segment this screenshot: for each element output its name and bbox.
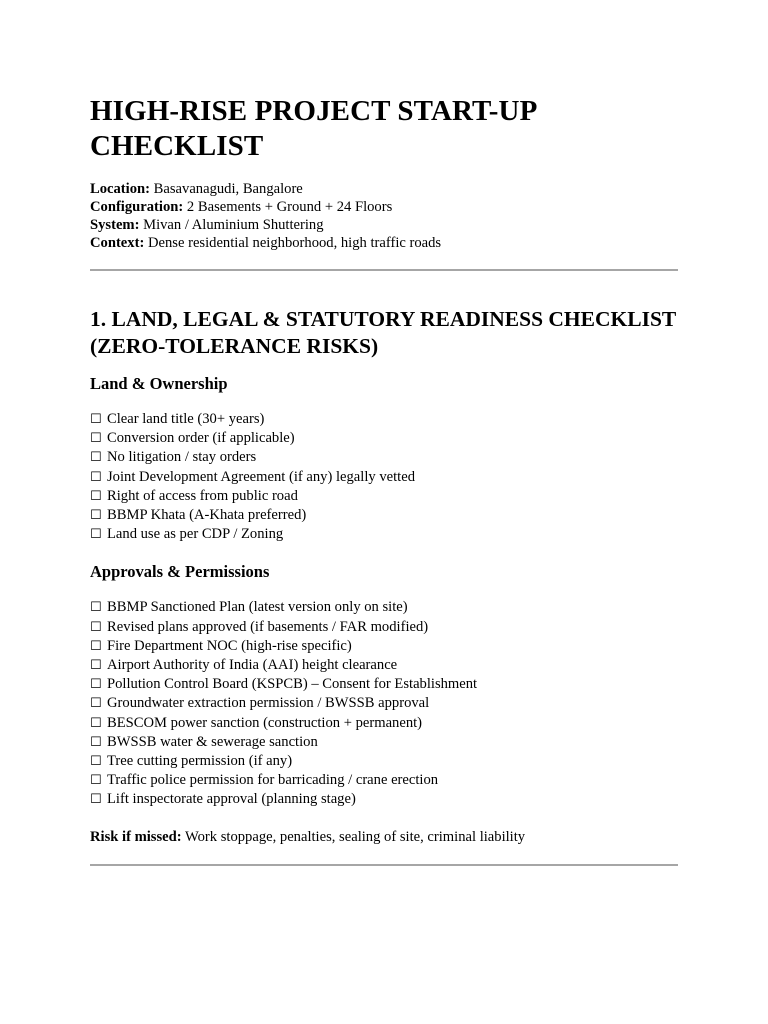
checklist-item: [90, 468, 678, 487]
checkbox-icon[interactable]: ☐: [90, 754, 102, 770]
checklist-item: [90, 525, 678, 544]
meta-configuration: [90, 198, 678, 216]
checkbox-icon[interactable]: ☐: [90, 488, 102, 504]
checklist-item-label: BESCOM power sanction (construction + permanent): [107, 714, 423, 731]
divider: [90, 269, 678, 271]
subsection-land-heading: Land & Ownership: [90, 374, 228, 393]
land-checklist: [90, 410, 678, 544]
meta-location: [90, 180, 678, 198]
checklist-item-label: Revised plans approved (if basements / FAR modified): [107, 618, 429, 635]
checkbox-icon[interactable]: ☐: [90, 508, 102, 524]
checklist-item-label: Tree cutting permission (if any): [107, 753, 293, 770]
checklist-item: [90, 618, 678, 637]
checkbox-icon[interactable]: ☐: [90, 715, 102, 731]
checklist-item: [90, 637, 678, 656]
checklist-item: [90, 733, 678, 752]
document-title: HIGH-RISE PROJECT START-UP CHECKLIST: [90, 95, 536, 162]
checklist-item-label: Clear land title (30+ years): [107, 411, 265, 427]
meta-label: Configuration:: [90, 199, 184, 215]
checkbox-icon[interactable]: ☐: [90, 734, 102, 750]
checkbox-icon[interactable]: ☐: [90, 658, 102, 674]
meta-value: Basavanagudi, Bangalore: [153, 181, 303, 197]
checkbox-icon[interactable]: ☐: [90, 431, 102, 447]
checkbox-icon[interactable]: ☐: [90, 619, 102, 635]
checklist-item-label: Land use as per CDP / Zoning: [107, 526, 284, 543]
checklist-item-label: Airport Authority of India (AAI) height clearance: [107, 657, 398, 674]
checklist-item-label: BBMP Khata (A-Khata preferred): [107, 507, 307, 524]
project-meta: [90, 180, 678, 252]
checklist-item-label: No litigation / stay orders: [107, 449, 257, 466]
meta-label: Context:: [90, 235, 145, 251]
checkbox-icon[interactable]: ☐: [90, 773, 102, 789]
checklist-item: [90, 771, 678, 790]
checkbox-icon[interactable]: ☐: [90, 638, 102, 654]
checklist-item: [90, 790, 678, 809]
checkbox-icon[interactable]: ☐: [90, 527, 102, 543]
checkbox-icon[interactable]: ☐: [90, 792, 102, 808]
checklist-item-label: Conversion order (if applicable): [107, 430, 295, 447]
checklist-item-label: Pollution Control Board (KSPCB) – Consent for Establishment: [107, 676, 478, 693]
meta-label: Location:: [90, 181, 150, 197]
checklist-item-label: BWSSB water & sewerage sanction: [107, 733, 318, 750]
checklist-item: [90, 675, 678, 694]
checklist-item: [90, 694, 678, 713]
checkbox-icon[interactable]: ☐: [90, 696, 102, 712]
checklist-item-label: Right of access from public road: [107, 487, 298, 504]
checklist-item-label: Groundwater extraction permission / BWSSB approval: [107, 695, 430, 712]
checkbox-icon[interactable]: ☐: [90, 600, 102, 616]
meta-label: System:: [90, 217, 140, 233]
checklist-item-label: Traffic police permission for barricading / crane erection: [107, 772, 439, 789]
meta-value: Dense residential neighborhood, high traffic roads: [147, 235, 442, 251]
divider: [90, 864, 678, 866]
checkbox-icon[interactable]: ☐: [90, 450, 102, 466]
checklist-item: [90, 487, 678, 506]
meta-value: 2 Basements + Ground + 24 Floors: [186, 199, 393, 215]
checklist-item-label: Fire Department NOC (high-rise specific): [107, 637, 352, 654]
checklist-item: [90, 598, 678, 617]
checklist-item: [90, 656, 678, 675]
approvals-checklist: [90, 598, 678, 809]
section-title: 1. LAND, LEGAL & STATUTORY READINESS CHECKLIST (ZERO-TOLERANCE RISKS): [90, 307, 676, 358]
checklist-item-label: Joint Development Agreement (if any) legally vetted: [107, 468, 415, 485]
checkbox-icon[interactable]: ☐: [90, 469, 102, 485]
risk-note: [90, 828, 678, 846]
checkbox-icon[interactable]: ☐: [90, 412, 102, 427]
checklist-item: [90, 448, 678, 467]
checklist-item: [90, 429, 678, 448]
meta-system: [90, 216, 678, 234]
checklist-item: [90, 752, 678, 771]
subsection-approvals-heading: Approvals & Permissions: [90, 562, 270, 582]
risk-value: Work stoppage, penalties, sealing of site, criminal liability: [185, 828, 526, 845]
checklist-item: [90, 506, 678, 525]
checklist-item-label: BBMP Sanctioned Plan (latest version only on site): [107, 599, 408, 616]
checkbox-icon[interactable]: ☐: [90, 677, 102, 693]
meta-context: [90, 234, 678, 252]
risk-label: Risk if missed:: [90, 828, 182, 845]
checklist-item-label: Lift inspectorate approval (planning stage): [107, 791, 356, 808]
meta-value: Mivan / Aluminium Shuttering: [143, 217, 324, 233]
checklist-item: [90, 714, 678, 733]
checklist-item: [90, 410, 678, 429]
